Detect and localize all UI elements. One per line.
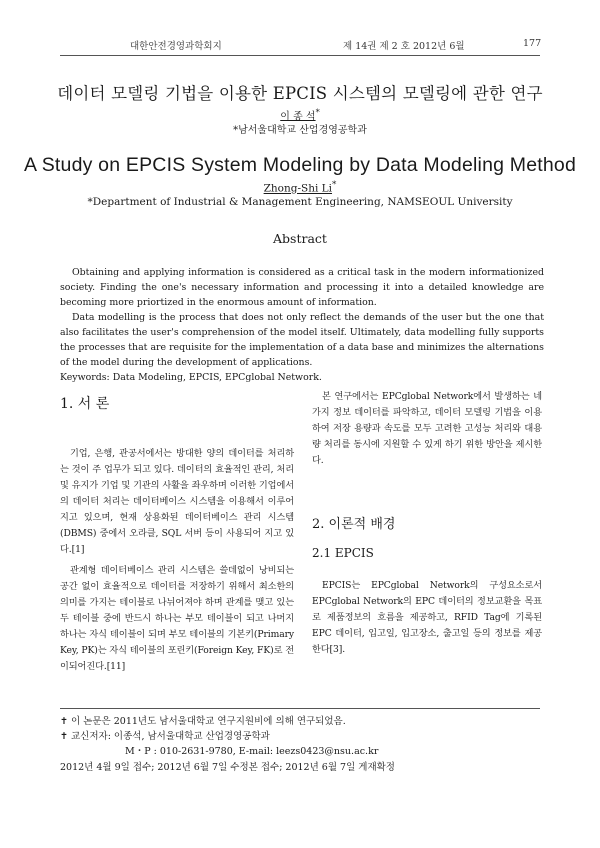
section-1-paragraph-2 (60, 563, 294, 675)
header-rule (60, 55, 540, 56)
footnote-corresponding (60, 728, 270, 742)
section-2-1-heading: 2.1 EPCIS (312, 546, 374, 560)
title-english: A Study on EPCIS System Modeling by Data Modeling Method (23, 154, 577, 176)
section-2-heading: 2. 이론적 배경 (312, 517, 396, 532)
section-1-paragraph-3 (312, 389, 542, 469)
affiliation-english: *Department of Industrial & Management Engineering, NAMSEOUL University (87, 196, 513, 208)
author-korean-mark: * (315, 107, 320, 117)
abstract-paragraph: Data modelling is the process that does not only reflect the demands of the user but the one that also facilitates the user's comprehension of the model itself. Ultimately, data modelling fully supports the processes that are requisite for the implementation of a data base and minimizes the alternations of the model during the development of applications. (60, 312, 544, 368)
author-english (0, 180, 600, 195)
paragraph: 본 연구에서는 EPCglobal Network에서 발생하는 네 가지 정보 데이터를 파악하고, 데이터 모델링 기법을 이용하여 저장 용량과 속도를 모두 고려한 고성능 처리와 대용량 처리를 동시에 지원할 수 있게 하기 위한 방안을 제시한다. (312, 391, 542, 466)
journal-name: 대한안전경영과학회지 (130, 41, 222, 52)
paragraph: 기업, 은행, 관공서에서는 방대한 양의 데이터를 처리하는 것이 주 업무가 되고 있다. 데이터의 효율적인 관리, 처리 및 유지가 기업 및 기관의 사활을 좌우하며 이러한 기업에서의 데이터 처리는 데이터베이스 시스템을 이용해서 이루어지고 있으며, 현재 상용화된 데이터베이스 관리 시스템(DBMS) 중에서 오라클, SQL 서버 등이 사용되어 지고 있다.[1] (60, 448, 294, 555)
footnote-funding (60, 713, 346, 727)
abstract-body (60, 265, 544, 385)
author-english-mark: * (332, 180, 337, 190)
abstract-heading: Abstract (273, 231, 327, 246)
issue-info: 제 14권 제 2 호 2012년 6월 (343, 41, 465, 52)
paragraph: EPCIS는 EPCglobal Network의 구성요소로서 EPCglobal Network의 EPC 데이터의 정보교환을 목표로 제품정보의 흐름을 제공하고, RFID Tag에 기록된 EPC 데이터, 입고일, 입고장소, 출고일 등의 정보를 제공한다[3]. (312, 580, 542, 655)
affiliation-korean: *남서울대학교 산업경영공학과 (233, 125, 367, 136)
author-english-name: Zhong-Shi Li (263, 182, 333, 195)
footnote-contact: M・P : 010-2631-9780, E-mail: leezs0423@nsu.ac.kr (125, 746, 379, 757)
footnote-corresponding-text: 교신저자: 이종석, 남서울대학교 산업경영공학과 (70, 731, 270, 742)
footnote-funding-text: 이 논문은 2011년도 남서울대학교 연구지원비에 의해 연구되었음. (70, 716, 346, 727)
keywords: Keywords: Data Modeling, EPCIS, EPCglobal Network. (60, 372, 322, 383)
page-number: 177 (523, 38, 542, 49)
footnote-marker: ✝ (60, 716, 71, 727)
author-korean-name: 이 종 석 (280, 111, 316, 123)
section-2-1-paragraph (312, 578, 542, 658)
paragraph: 관계형 데이터베이스 관리 시스템은 쓸데없이 낭비되는 공간 없이 효율적으로 데이터를 저장하기 위해서 최소한의 의미를 가지는 테이블로 나뉘어져야 하며 관계를 맺고 있는 두 테이블 중에 반드시 하나는 부모 테이블이 되고 나머지 하나는 자식 테이블이 되며 부모 테이블의 기본키(Primary Key, PK)는 자식 테이블의 포린키(Foreign Key, FK)로 전이되어진다.[11] (60, 565, 294, 672)
section-1-heading: 1. 서 론 (60, 396, 110, 412)
abstract-paragraph: Obtaining and applying information is considered as a critical task in the modern informationized society. Finding the one's necessary information and processing it into a detailed knowledge are becoming more priortized in the enormous amount of information. (60, 267, 544, 308)
footnote-dates: 2012년 4월 9일 접수; 2012년 6월 7일 수정본 접수; 2012년 6월 7일 게재확정 (60, 762, 395, 773)
title-korean: 데이터 모델링 기법을 이용한 EPCIS 시스템의 모델링에 관한 연구 (57, 84, 543, 103)
footnote-marker: ✝ (60, 731, 71, 742)
section-1-paragraph-1 (60, 446, 294, 558)
footnote-rule (60, 708, 540, 709)
